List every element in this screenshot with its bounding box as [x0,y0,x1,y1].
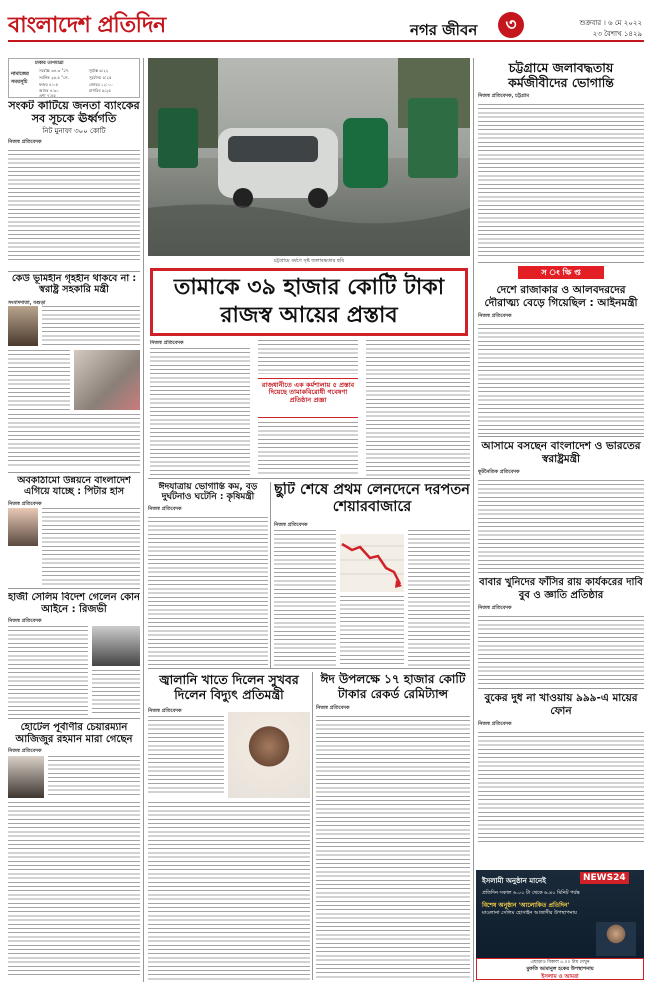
tobacco-body-1 [150,348,250,476]
homeless-photo [74,350,140,410]
infra-headline: অবকাঠামো উন্নয়নে বাংলাদেশ এগিয়ে যাচ্ছে : পিটার হাস [17,476,131,497]
law-article [478,284,644,434]
ad-line3: বিশেষ অনুষ্ঠান 'আলোকিত প্রতিদিন' [482,902,570,909]
india-body [478,480,644,570]
masthead-logo: বাংলাদেশ প্রতিদিন [8,13,166,38]
tobacco-headline: তামাকে ৩৯ হাজার কোটি টাকা রাজস্ব আয়ের প্রস্তাব [173,275,445,328]
infra-portrait [8,508,38,546]
haji-article [8,592,140,716]
sokal-title: স ং ক্ষি প্ত [518,266,604,279]
homeless-byline: সংবাদদাতা, বগুড়া [8,299,46,306]
page-number: ৩ [498,12,524,38]
prayer-time: মাগরিব ৬:২৫ [89,88,111,93]
tobacco-callout [258,378,358,418]
tobacco-body-2 [258,340,358,374]
ad-footer2: মুফতি আমানুল হকের উপস্থাপনায় [526,966,594,972]
hotel-headline: হোটেল পূর্বাণীর চেয়ারম্যান আজিজুর রহমান মারা গেছেন [15,722,133,745]
ad-line1: ইসলামী অনুষ্ঠান মানেই [482,877,546,885]
hotel-body-side [48,756,140,798]
janata-headline: সংকট কাটিয়ে জনতা ব্যাংকের সব সূচকে ঊর্ধ্বগতি [8,100,140,125]
prayer-time: ফজর ৪:০৫ [39,82,59,87]
prayer-label-line1: নামাজের [11,71,29,77]
share-article [274,482,470,666]
hotel-portrait [8,756,44,798]
share-byline: নিজস্ব প্রতিবেদক [274,522,308,528]
weather-box [8,58,140,98]
power-body-1 [148,716,224,796]
tobacco-callout-text: রাজধানীতে এক কর্মশালায় ৫ প্রস্তাব দিয়েছে তামাকবিরোধী গবেষণা প্রতিষ্ঠান প্রজ্ঞা [261,381,355,404]
milk-headline: বুকের দুধ না খাওয়ায় ৯৯৯-এ মায়ের ফোন [484,692,638,717]
fakir-byline: নিজস্ব প্রতিবেদক [478,605,512,611]
remit-body [316,716,470,980]
haji-byline: নিজস্ব প্রতিবেদক [8,618,42,624]
tobacco-body-3 [258,422,358,476]
share-headline: ছুটি শেষে প্রথম লেনদেনে দরপতন শেয়ারবাজারে [274,482,470,515]
ctg-body [478,104,644,256]
date-line-bangla: ২৩ বৈশাখ ১৪২৯ [592,30,642,38]
share-chart-graphic [340,534,404,592]
ctg-byline: নিজস্ব প্রতিবেদক, চট্টগ্রাম [478,93,529,99]
india-byline: কূটনৈতিক প্রতিবেদক [478,469,520,475]
homeless-article [8,274,140,470]
law-body [478,324,644,434]
law-byline: নিজস্ব প্রতিবেদক [478,313,512,319]
power-body-2 [148,802,310,980]
sokal-header [478,266,644,280]
haji-headline: হাজী সেলিম বিদেশ গেলেন কোন আইনে : রিজভী [8,592,140,615]
eid-accident-headline: ঈদযাত্রায় ভোগান্তি কম, বড় দুর্ঘটনাও ঘটেনি : কৃষিমন্ত্রী [158,482,258,503]
india-headline: আসামে বসছেন বাংলাদেশ ও ভারতের স্বরাষ্ট্রমন্ত্রী [481,440,641,465]
homeless-body-2 [8,414,140,466]
flood-photo [148,58,470,256]
homeless-portrait [8,306,38,346]
weather-row: সর্বনিম্ন ২৬.৫ °সে. [39,75,69,80]
prayer-time: এশা ৭:৪৫ [39,93,56,98]
share-body-3 [408,530,470,666]
eid-accident-article [148,482,268,666]
share-body-2 [340,596,404,666]
janata-body [8,150,140,262]
ad-brand: NEWS24 [580,872,629,884]
masthead-rule [8,40,644,42]
power-byline: নিজস্ব প্রতিবেদক [148,708,182,714]
power-headline: জ্বালানি খাতে দিলেন সুখবর দিলেন বিদ্যুৎ প্রতিমন্ত্রী [159,672,299,702]
ad-host-photo [596,922,636,956]
ctg-article [478,60,644,258]
weather-title: ঢাকার তাপমাত্রা [35,61,64,66]
haji-portrait [92,626,140,666]
ad-footer1: এছাড়াও বিকাল ৫.০০ টায় দেখুন [530,960,590,965]
india-article [478,440,644,570]
milk-body [478,732,644,842]
share-body-1 [274,530,336,666]
prayer-time: জোহর ১২:০০ [89,82,113,87]
homeless-headline: কেউ ভূমিহীন গৃহহীন থাকবে না : স্বরাষ্ট্র সহকারি মন্ত্রী [11,274,137,295]
ad-footer-bar [476,958,644,980]
infra-byline: নিজস্ব প্রতিবেদক [8,500,42,507]
haji-body [8,626,88,716]
janata-article [8,100,140,268]
section-title: নগর জীবন [410,21,478,39]
fakir-body [478,616,644,686]
remit-byline: নিজস্ব প্রতিবেদক [316,705,350,711]
milk-byline: নিজস্ব প্রতিবেদক [478,721,512,727]
news24-ad [476,870,644,980]
janata-byline: নিজস্ব প্রতিবেদক [8,139,42,146]
ad-footer3: ইসলাম ও আমরা [541,974,579,980]
hotel-article [8,722,140,980]
tobacco-body-4 [366,340,470,476]
fakir-headline: বাবার খুনিদের ফাঁসির রায় কার্যকরের দাবি বুব ও জ্ঞাতি প্রতিষ্ঠার [479,577,643,601]
remit-headline: ঈদ উপলক্ষে ১৭ হাজার কোটি টাকার রেকর্ড রেমিট্যান্স [320,672,466,701]
date-line: শুক্রবার । ৬ মে ২০২২ [579,19,642,27]
hotel-body [8,802,140,978]
weather-row: সর্বোচ্চ ৩৪.৩ °সে. [39,68,69,73]
homeless-body [8,350,70,410]
ctg-headline: চট্টগ্রামে জলাবদ্ধতায় কর্মজীবীদের ভোগান্তি [508,60,614,90]
prayer-label-line2: সময়সূচি [11,79,28,85]
infra-article [8,476,140,586]
law-headline: দেশে রাজাকার ও আলবদরদের দৌরাত্ম্য বেড়ে গিয়েছিল : আইনমন্ত্রী [484,284,638,309]
janata-subhead: নিট মুনাফা ৩০০ কোটি [42,127,106,136]
haji-body-2 [92,670,140,716]
tobacco-headline-box [150,268,468,336]
fakir-article [478,576,644,686]
power-article [148,672,310,980]
ad-line4: মাওলানা সেলিম হোসাইন আজাদীর উপস্থাপনায় [482,910,577,916]
hotel-byline: নিজস্ব প্রতিবেদক [8,748,42,754]
tobacco-byline: নিজস্ব প্রতিবেদক [150,340,184,346]
eid-accident-body [148,517,268,665]
infra-body [42,508,140,586]
masthead [0,0,650,58]
milk-article [478,692,644,842]
eid-accident-byline: নিজস্ব প্রতিবেদক [148,505,182,512]
weather-row: সূর্যাস্ত ৬:২২ [89,68,109,73]
ad-line2: প্রতিদিন সকাল ৬.০০ টা থেকে ৬.৪০ মিনিট পর্যন্ত [482,890,580,896]
photo-caption: চট্টগ্রামে বর্ষণে সৃষ্ট জলাবদ্ধতার ছবি [273,258,345,264]
homeless-body-side [42,306,140,346]
prayer-label [11,71,37,87]
prayer-time: আসর ৪:৩০ [39,88,59,93]
tobacco-article [148,340,470,476]
power-portrait [228,712,310,798]
remit-article [316,672,470,980]
weather-row: সূর্যোদয় ৫:২৫ [89,75,112,80]
